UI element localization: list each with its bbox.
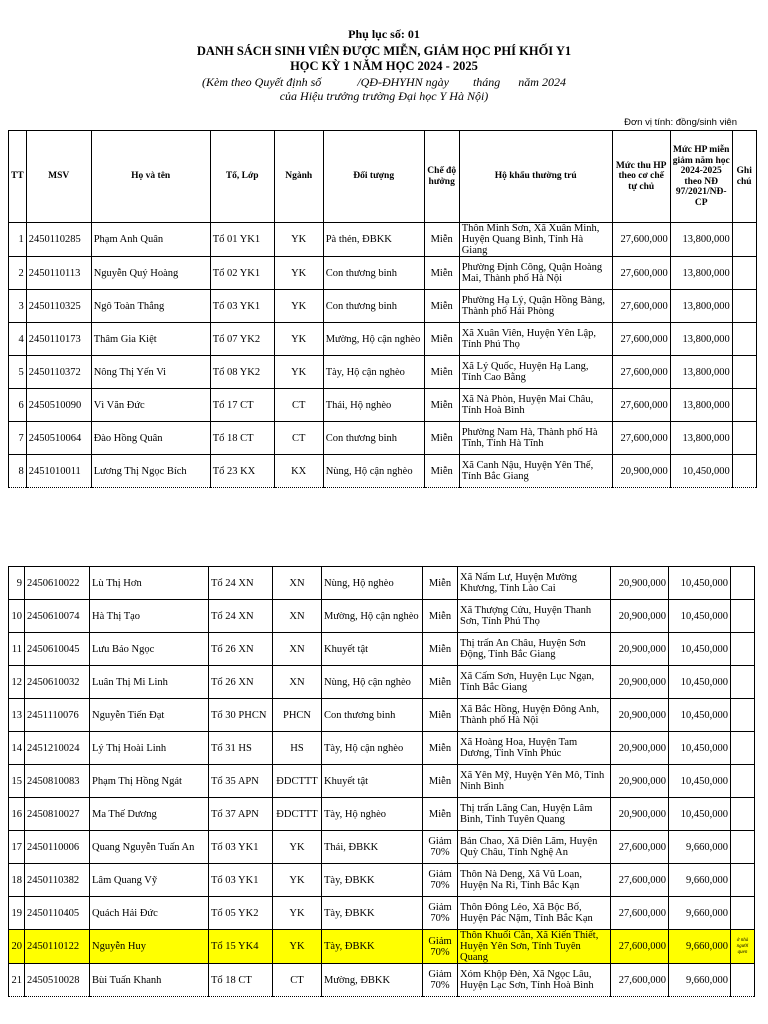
cell-target: Tày, ĐBKK: [322, 897, 423, 930]
cell-target: Mường, Hộ cận nghèo: [322, 600, 423, 633]
cell-address: Xã Nà Phòn, Huyện Mai Châu, Tỉnh Hoà Bình: [459, 389, 612, 422]
cell-discount: 10,450,000: [669, 666, 731, 699]
cell-address: Thị trấn An Châu, Huyện Sơn Động, Tỉnh Bắc Giang: [458, 633, 611, 666]
table-row: [9, 633, 755, 666]
cell-note: [731, 600, 755, 633]
cell-class: Tổ 24 XN: [209, 567, 273, 600]
col-discount: Mức HP miễn giảm năm học 2024-2025 theo NĐ 97/2021/NĐ-CP: [670, 131, 732, 223]
cell-tt: 18: [9, 864, 25, 897]
cell-fee: 27,600,000: [612, 290, 670, 323]
cell-target: Tày, ĐBKK: [322, 864, 423, 897]
cell-discount: 9,660,000: [669, 897, 731, 930]
cell-mode: Miễn: [423, 765, 458, 798]
cell-msv: 2450610045: [25, 633, 90, 666]
cell-mode: Miễn: [424, 455, 459, 488]
cell-major: ĐDCTTT: [273, 765, 322, 798]
cell-name: Lương Thị Ngọc Bích: [91, 455, 210, 488]
cell-tt: 21: [9, 964, 25, 997]
table-row: [9, 666, 755, 699]
cell-target: Khuyết tật: [322, 633, 423, 666]
col-name: Họ và tên: [91, 131, 210, 223]
students-table-page-2: [8, 566, 755, 997]
cell-note: [732, 422, 756, 455]
cell-tt: 9: [9, 567, 25, 600]
cell-discount: 10,450,000: [669, 567, 731, 600]
table-row: [9, 356, 757, 389]
cell-fee: 20,900,000: [611, 765, 669, 798]
cell-major: YK: [274, 323, 323, 356]
cell-class: Tổ 18 CT: [210, 422, 274, 455]
col-address: Hộ khẩu thường trú: [459, 131, 612, 223]
cell-msv: 2450110405: [25, 897, 90, 930]
table-row: [9, 422, 757, 455]
cell-fee: 27,600,000: [612, 356, 670, 389]
cell-msv: 2450510064: [26, 422, 91, 455]
col-target: Đối tượng: [323, 131, 424, 223]
cell-major: HS: [273, 732, 322, 765]
cell-class: Tổ 23 KX: [210, 455, 274, 488]
cell-fee: 20,900,000: [611, 699, 669, 732]
cell-class: Tổ 18 CT: [209, 964, 273, 997]
cell-address: Xã Bắc Hồng, Huyện Đông Anh, Thành phố Hà Nội: [458, 699, 611, 732]
cell-class: Tổ 02 YK1: [210, 257, 274, 290]
cell-target: Nùng, Hộ cận nghèo: [323, 455, 424, 488]
cell-tt: 13: [9, 699, 25, 732]
cell-msv: 2451010011: [26, 455, 91, 488]
cell-msv: 2450110113: [26, 257, 91, 290]
cell-name: Thâm Gia Kiệt: [91, 323, 210, 356]
cell-tt: 16: [9, 798, 25, 831]
cell-fee: 27,600,000: [612, 389, 670, 422]
cell-note: [731, 864, 755, 897]
cell-fee: 27,600,000: [611, 831, 669, 864]
col-fee: Mức thu HP theo cơ chế tự chủ: [612, 131, 670, 223]
cell-mode: Giảm 70%: [423, 864, 458, 897]
cell-msv: 2450110325: [26, 290, 91, 323]
cell-target: Tày, Hộ nghèo: [322, 798, 423, 831]
cell-major: XN: [273, 666, 322, 699]
cell-target: Mường, ĐBKK: [322, 964, 423, 997]
cell-mode: Giảm 70%: [423, 930, 458, 964]
cell-mode: Miễn: [423, 798, 458, 831]
cell-name: Luân Thị Mi Linh: [90, 666, 209, 699]
cell-class: Tổ 17 CT: [210, 389, 274, 422]
cell-fee: 27,600,000: [612, 223, 670, 257]
cell-note: [732, 323, 756, 356]
cell-class: Tổ 31 HS: [209, 732, 273, 765]
table-row: [9, 567, 755, 600]
cell-discount: 13,800,000: [670, 356, 732, 389]
table-row: [9, 798, 755, 831]
cell-discount: 10,450,000: [669, 600, 731, 633]
decision-line-2: của Hiệu trưởng trường Đại học Y Hà Nội): [279, 89, 489, 103]
cell-address: Thị trấn Lăng Can, Huyện Lâm Bình, Tỉnh Tuyên Quang: [458, 798, 611, 831]
appendix-label: Phụ lục số: 01: [348, 27, 420, 41]
cell-address: Thôn Đông Lẻo, Xã Bộc Bố, Huyện Pác Nặm, Tỉnh Bắc Kạn: [458, 897, 611, 930]
cell-tt: 14: [9, 732, 25, 765]
cell-target: Con thương binh: [322, 699, 423, 732]
cell-major: CT: [274, 422, 323, 455]
cell-discount: 13,800,000: [670, 422, 732, 455]
cell-fee: 20,900,000: [611, 798, 669, 831]
cell-tt: 10: [9, 600, 25, 633]
cell-fee: 27,600,000: [612, 257, 670, 290]
cell-major: YK: [274, 290, 323, 323]
cell-tt: 4: [9, 323, 27, 356]
cell-mode: Giảm 70%: [423, 964, 458, 997]
cell-tt: 5: [9, 356, 27, 389]
table-row: [9, 323, 757, 356]
cell-tt: 11: [9, 633, 25, 666]
cell-address: Thôn Khuổi Cằn, Xã Kiến Thiết, Huyện Yên Sơn, Tỉnh Tuyên Quang: [458, 930, 611, 964]
cell-tt: 7: [9, 422, 27, 455]
cell-fee: 27,600,000: [612, 323, 670, 356]
cell-class: Tổ 35 APN: [209, 765, 273, 798]
cell-name: Nông Thị Yến Vi: [91, 356, 210, 389]
cell-mode: Miễn: [424, 257, 459, 290]
cell-discount: 13,800,000: [670, 223, 732, 257]
cell-name: Phạm Anh Quân: [91, 223, 210, 257]
cell-fee: 27,600,000: [611, 964, 669, 997]
table-row: [9, 389, 757, 422]
cell-note: [731, 765, 755, 798]
col-note: Ghi chú: [732, 131, 756, 223]
cell-tt: 17: [9, 831, 25, 864]
col-tt: TT: [9, 131, 27, 223]
table-row: [9, 223, 757, 257]
cell-msv: 2450110382: [25, 864, 90, 897]
cell-mode: Miễn: [423, 600, 458, 633]
cell-name: Quang Nguyễn Tuấn An: [90, 831, 209, 864]
cell-fee: 20,900,000: [611, 567, 669, 600]
cell-major: XN: [273, 600, 322, 633]
table-row: [9, 864, 755, 897]
cell-name: Lù Thị Hơn: [90, 567, 209, 600]
cell-note: [731, 798, 755, 831]
table-header-row: [9, 131, 757, 223]
cell-tt: 1: [9, 223, 27, 257]
cell-msv: 2450110122: [25, 930, 90, 964]
cell-mode: Miễn: [424, 422, 459, 455]
table-row: [9, 600, 755, 633]
cell-name: Nguyễn Quý Hoàng: [91, 257, 210, 290]
document-title: DANH SÁCH SINH VIÊN ĐƯỢC MIỄN, GIẢM HỌC PHÍ KHỐI Y1: [196, 44, 572, 58]
cell-fee: 20,900,000: [611, 633, 669, 666]
cell-class: Tổ 30 PHCN: [209, 699, 273, 732]
cell-address: Xã Hoàng Hoa, Huyện Tam Dương, Tỉnh Vĩnh Phúc: [458, 732, 611, 765]
term-label: HỌC KỲ 1 NĂM HỌC 2024 - 2025: [290, 59, 478, 73]
cell-class: Tổ 05 YK2: [209, 897, 273, 930]
cell-mode: Miễn: [423, 567, 458, 600]
cell-note: [731, 897, 755, 930]
cell-mode: Miễn: [424, 290, 459, 323]
cell-fee: 27,600,000: [611, 930, 669, 964]
cell-tt: 8: [9, 455, 27, 488]
cell-target: Nùng, Hộ cận nghèo: [322, 666, 423, 699]
cell-class: Tổ 26 XN: [209, 666, 273, 699]
cell-msv: 2450610074: [25, 600, 90, 633]
cell-name: Nguyễn Huy: [90, 930, 209, 964]
cell-target: Khuyết tật: [322, 765, 423, 798]
cell-address: Thôn Minh Sơn, Xã Xuân Minh, Huyện Quang Bình, Tỉnh Hà Giang: [459, 223, 612, 257]
cell-note: [732, 223, 756, 257]
cell-address: Xã Nấm Lư, Huyện Mường Khương, Tỉnh Lào Cai: [458, 567, 611, 600]
cell-fee: 20,900,000: [612, 455, 670, 488]
cell-major: YK: [273, 864, 322, 897]
cell-msv: 2450510028: [25, 964, 90, 997]
cell-address: Xóm Khộp Đèn, Xã Ngọc Lâu, Huyện Lạc Sơn, Tỉnh Hoà Bình: [458, 964, 611, 997]
cell-note: [731, 567, 755, 600]
cell-fee: 27,600,000: [612, 422, 670, 455]
cell-note: [731, 831, 755, 864]
cell-target: Pà thẻn, ĐBKK: [323, 223, 424, 257]
cell-name: Ngô Toàn Thắng: [91, 290, 210, 323]
cell-msv: 2450110173: [26, 323, 91, 356]
cell-tt: 12: [9, 666, 25, 699]
cell-msv: 2450610032: [25, 666, 90, 699]
cell-discount: 9,660,000: [669, 964, 731, 997]
cell-fee: 27,600,000: [611, 864, 669, 897]
cell-class: Tổ 03 YK1: [209, 831, 273, 864]
cell-msv: 2450810027: [25, 798, 90, 831]
cell-address: Xã Canh Nậu, Huyện Yên Thế, Tỉnh Bắc Giang: [459, 455, 612, 488]
cell-note: [732, 389, 756, 422]
cell-msv: 2450810083: [25, 765, 90, 798]
table-row: [9, 765, 755, 798]
cell-mode: Miễn: [423, 633, 458, 666]
cell-msv: 2450110285: [26, 223, 91, 257]
cell-tt: 3: [9, 290, 27, 323]
cell-mode: Miễn: [423, 732, 458, 765]
cell-major: YK: [274, 257, 323, 290]
cell-major: YK: [273, 930, 322, 964]
cell-tt: 6: [9, 389, 27, 422]
table-row: [9, 455, 757, 488]
table-row: [9, 290, 757, 323]
cell-major: CT: [274, 389, 323, 422]
cell-major: XN: [273, 567, 322, 600]
cell-target: Mường, Hộ cận nghèo: [323, 323, 424, 356]
table-row: [9, 930, 755, 964]
cell-target: Thái, ĐBKK: [322, 831, 423, 864]
cell-mode: Miễn: [424, 223, 459, 257]
cell-discount: 10,450,000: [669, 798, 731, 831]
cell-tt: 19: [9, 897, 25, 930]
cell-name: Vì Văn Đức: [91, 389, 210, 422]
cell-mode: Miễn: [423, 666, 458, 699]
cell-msv: 2451210024: [25, 732, 90, 765]
cell-discount: 10,450,000: [669, 633, 731, 666]
cell-address: Xã Lý Quốc, Huyện Hạ Lang, Tỉnh Cao Bằng: [459, 356, 612, 389]
cell-name: Ma Thế Dương: [90, 798, 209, 831]
table-row: [9, 699, 755, 732]
cell-address: Xã Yên Mỹ, Huyện Yên Mô, Tỉnh Ninh Bình: [458, 765, 611, 798]
cell-class: Tổ 24 XN: [209, 600, 273, 633]
cell-major: ĐDCTTT: [273, 798, 322, 831]
cell-discount: 13,800,000: [670, 323, 732, 356]
cell-major: YK: [274, 223, 323, 257]
cell-major: PHCN: [273, 699, 322, 732]
col-msv: MSV: [26, 131, 91, 223]
table-row: [9, 257, 757, 290]
cell-mode: Miễn: [424, 356, 459, 389]
cell-major: YK: [274, 356, 323, 389]
cell-msv: 2450510090: [26, 389, 91, 422]
cell-msv: 2450110372: [26, 356, 91, 389]
cell-fee: 20,900,000: [611, 732, 669, 765]
cell-target: Con thương binh: [323, 257, 424, 290]
cell-discount: 10,450,000: [669, 765, 731, 798]
cell-name: Quách Hải Đức: [90, 897, 209, 930]
cell-class: Tổ 03 YK1: [210, 290, 274, 323]
cell-tt: 2: [9, 257, 27, 290]
cell-address: Phường Định Công, Quận Hoàng Mai, Thành phố Hà Nội: [459, 257, 612, 290]
cell-class: Tổ 15 YK4: [209, 930, 273, 964]
cell-class: Tổ 07 YK2: [210, 323, 274, 356]
cell-note: [731, 666, 755, 699]
cell-target: Nùng, Hộ nghèo: [322, 567, 423, 600]
cell-class: Tổ 03 YK1: [209, 864, 273, 897]
cell-msv: 2451110076: [25, 699, 90, 732]
table-row: [9, 831, 755, 864]
cell-note: [731, 964, 755, 997]
cell-discount: 10,450,000: [669, 699, 731, 732]
cell-note: [732, 290, 756, 323]
cell-mode: Miễn: [424, 389, 459, 422]
cell-address: Thôn Nà Deng, Xã Vũ Loan, Huyện Na Rì, Tỉnh Bắc Kạn: [458, 864, 611, 897]
students-table-page-1: [8, 130, 757, 488]
cell-class: Tổ 01 YK1: [210, 223, 274, 257]
cell-note: [731, 633, 755, 666]
col-major: Ngành: [274, 131, 323, 223]
cell-target: Tày, ĐBKK: [322, 930, 423, 964]
cell-name: Lưu Bảo Ngọc: [90, 633, 209, 666]
cell-major: YK: [273, 831, 322, 864]
cell-major: XN: [273, 633, 322, 666]
table-row: [9, 897, 755, 930]
cell-note: ở nhà người quen: [731, 930, 755, 964]
cell-discount: 13,800,000: [670, 257, 732, 290]
cell-note: [732, 356, 756, 389]
cell-name: Bùi Tuấn Khanh: [90, 964, 209, 997]
cell-address: Phường Nam Hà, Thành phố Hà Tĩnh, Tỉnh Hà Tĩnh: [459, 422, 612, 455]
cell-address: Phường Hạ Lý, Quận Hồng Bàng, Thành phố Hải Phòng: [459, 290, 612, 323]
cell-target: Tày, Hộ cận nghèo: [322, 732, 423, 765]
cell-target: Thái, Hộ nghèo: [323, 389, 424, 422]
cell-name: Lý Thị Hoài Linh: [90, 732, 209, 765]
cell-target: Con thương binh: [323, 290, 424, 323]
cell-address: Bản Chao, Xã Diên Lãm, Huyện Quỳ Châu, Tỉnh Nghệ An: [458, 831, 611, 864]
unit-label: Đơn vị tính: đồng/sinh viên: [624, 117, 737, 128]
cell-address: Xã Cấm Sơn, Huyện Lục Ngạn, Tỉnh Bắc Giang: [458, 666, 611, 699]
cell-note: [732, 455, 756, 488]
cell-note: [732, 257, 756, 290]
cell-class: Tổ 08 YK2: [210, 356, 274, 389]
cell-fee: 20,900,000: [611, 666, 669, 699]
col-class: Tổ, Lớp: [210, 131, 274, 223]
cell-msv: 2450110006: [25, 831, 90, 864]
cell-major: YK: [273, 897, 322, 930]
cell-target: Con thương binh: [323, 422, 424, 455]
cell-note: [731, 732, 755, 765]
cell-discount: 9,660,000: [669, 831, 731, 864]
table-row: [9, 732, 755, 765]
cell-discount: 13,800,000: [670, 389, 732, 422]
cell-tt: 20: [9, 930, 25, 964]
cell-fee: 27,600,000: [611, 897, 669, 930]
cell-fee: 20,900,000: [611, 600, 669, 633]
cell-class: Tổ 26 XN: [209, 633, 273, 666]
decision-line-1: (Kèm theo Quyết định số /QĐ-ĐHYHN ngày tháng năm 2024: [202, 75, 566, 89]
cell-note: [731, 699, 755, 732]
cell-discount: 13,800,000: [670, 290, 732, 323]
table-row: [9, 964, 755, 997]
cell-mode: Giảm 70%: [423, 897, 458, 930]
cell-name: Đào Hồng Quân: [91, 422, 210, 455]
cell-mode: Miễn: [424, 323, 459, 356]
cell-msv: 2450610022: [25, 567, 90, 600]
cell-discount: 10,450,000: [669, 732, 731, 765]
cell-major: KX: [274, 455, 323, 488]
cell-mode: Miễn: [423, 699, 458, 732]
cell-name: Lâm Quang Vỹ: [90, 864, 209, 897]
cell-tt: 15: [9, 765, 25, 798]
cell-name: Nguyễn Tiến Đạt: [90, 699, 209, 732]
cell-discount: 10,450,000: [670, 455, 732, 488]
cell-address: Xã Xuân Viên, Huyện Yên Lập, Tỉnh Phú Thọ: [459, 323, 612, 356]
col-mode: Chế độ hưởng: [424, 131, 459, 223]
cell-major: CT: [273, 964, 322, 997]
cell-address: Xã Thượng Cửu, Huyện Thanh Sơn, Tỉnh Phú Thọ: [458, 600, 611, 633]
cell-discount: 9,660,000: [669, 864, 731, 897]
cell-target: Tày, Hộ cận nghèo: [323, 356, 424, 389]
cell-name: Phạm Thị Hồng Ngát: [90, 765, 209, 798]
cell-discount: 9,660,000: [669, 930, 731, 964]
cell-class: Tổ 37 APN: [209, 798, 273, 831]
cell-name: Hà Thị Tạo: [90, 600, 209, 633]
cell-mode: Giảm 70%: [423, 831, 458, 864]
